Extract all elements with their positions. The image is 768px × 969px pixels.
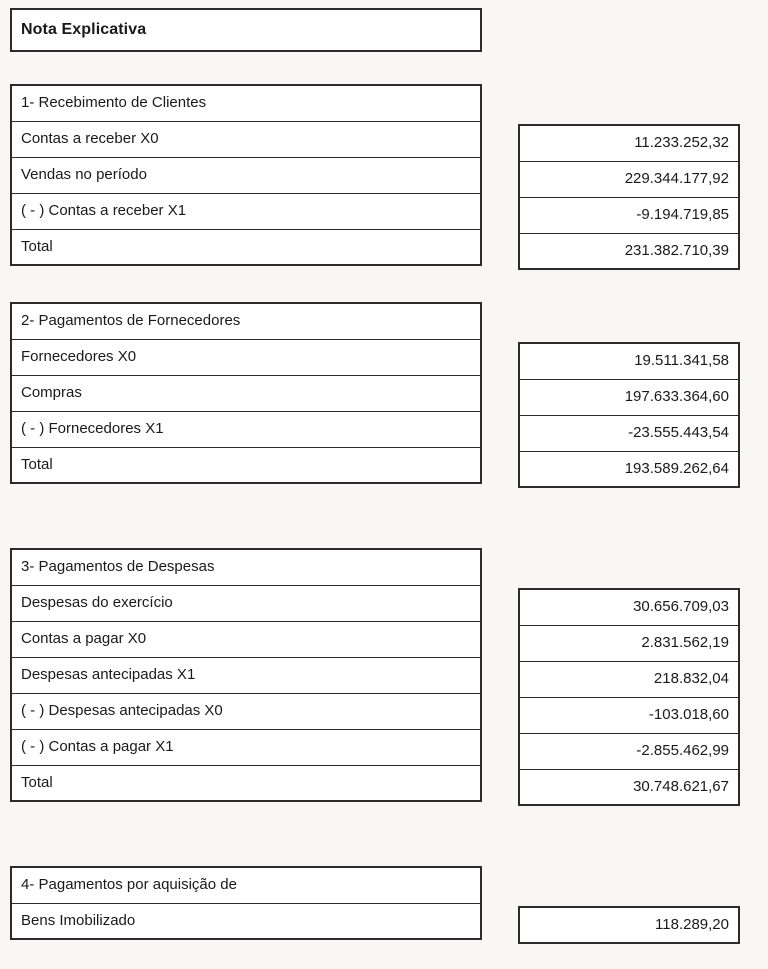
section-3-value-wrap [482, 548, 740, 806]
table-row [11, 157, 481, 193]
section-3-heading: 3- Pagamentos de Despesas [21, 558, 215, 576]
table-row [519, 125, 739, 161]
table-row [519, 661, 739, 697]
table-row [11, 729, 481, 765]
row-value: 30.656.709,03 [633, 598, 729, 616]
section-4 [10, 866, 740, 944]
section-1 [10, 84, 740, 270]
row-label: Compras [11, 375, 481, 411]
section-1-tables [10, 84, 740, 270]
row-label: Despesas antecipadas X1 [11, 657, 481, 693]
row-value: 231.382.710,39 [519, 233, 739, 269]
row-value: 218.832,04 [519, 661, 739, 697]
table-row [11, 765, 481, 801]
section-2 [10, 302, 740, 488]
table-row [11, 375, 481, 411]
table-row [11, 229, 481, 265]
table-row [11, 121, 481, 157]
row-label: Total [11, 765, 481, 801]
row-value: -23.555.443,54 [519, 415, 739, 451]
row-label: Contas a pagar X0 [11, 621, 481, 657]
table-row [11, 657, 481, 693]
row-value: 229.344.177,92 [519, 161, 739, 197]
table-row [519, 625, 739, 661]
table-row [11, 903, 481, 939]
value-column-offset-spacer [482, 548, 740, 588]
row-label: Despesas do exercício [11, 585, 481, 621]
row-label: Total [11, 447, 481, 483]
row-label: Bens Imobilizado [11, 903, 481, 939]
section-2-value-wrap [482, 302, 740, 488]
table-row [519, 697, 739, 733]
section-3-tables [10, 548, 740, 806]
table-row [11, 447, 481, 483]
section-2-heading: 2- Pagamentos de Fornecedores [21, 312, 241, 330]
row-value: -9.194.719,85 [519, 197, 739, 233]
table-row [519, 415, 739, 451]
section-1-label-table [10, 84, 482, 266]
section-4-heading-row [11, 867, 481, 903]
row-value: 30.748.621,67 [519, 769, 739, 805]
row-label: ( - ) Fornecedores X1 [11, 411, 481, 447]
row-label: Total [11, 229, 481, 265]
table-row [11, 621, 481, 657]
section-4-value-table [518, 906, 740, 944]
row-value: 197.633.364,60 [519, 379, 739, 415]
row-value: 11.233.252,32 [634, 134, 729, 152]
table-row [519, 161, 739, 197]
row-value: 2.831.562,19 [519, 625, 739, 661]
table-row [11, 693, 481, 729]
section-2-heading-row [11, 303, 481, 339]
section-2-label-table [10, 302, 482, 484]
row-value: 19.511.341,58 [634, 352, 729, 370]
section-4-tables [10, 866, 740, 944]
value-column-offset-spacer [482, 84, 740, 124]
document-title-box [10, 8, 482, 52]
row-value: -2.855.462,99 [519, 733, 739, 769]
spacer-section-2-to-3 [10, 488, 768, 548]
row-label: Contas a receber X0 [11, 121, 481, 157]
table-row [519, 769, 739, 805]
table-row [519, 733, 739, 769]
section-1-value-table [518, 124, 740, 270]
section-1-heading: 1- Recebimento de Clientes [21, 94, 207, 112]
section-3-value-table [518, 588, 740, 806]
value-column-offset-spacer [482, 866, 740, 906]
section-4-label-table [10, 866, 482, 940]
section-2-value-table [518, 342, 740, 488]
spacer-section-3-to-4 [10, 806, 768, 866]
row-label: ( - ) Despesas antecipadas X0 [11, 693, 481, 729]
page-title: Nota Explicativa [21, 21, 147, 38]
section-3 [10, 548, 740, 806]
table-row [11, 193, 481, 229]
table-row [519, 233, 739, 269]
table-row [519, 197, 739, 233]
row-label: ( - ) Contas a receber X1 [11, 193, 481, 229]
section-1-heading-row [11, 85, 481, 121]
section-3-label-table [10, 548, 482, 802]
row-value: 118.289,20 [655, 916, 729, 933]
spacer-section-1-to-2 [10, 270, 768, 302]
spacer-title-to-section-1 [10, 52, 768, 84]
row-label: Vendas no período [11, 157, 481, 193]
table-row [519, 343, 739, 379]
section-1-value-wrap [482, 84, 740, 270]
section-4-heading: 4- Pagamentos por aquisição de [21, 876, 237, 894]
section-2-tables [10, 302, 740, 488]
table-row [519, 907, 739, 943]
row-label: Fornecedores X0 [11, 339, 481, 375]
section-3-heading-row [11, 549, 481, 585]
row-value: 193.589.262,64 [519, 451, 739, 487]
table-row [11, 339, 481, 375]
table-row [519, 589, 739, 625]
row-value: -103.018,60 [519, 697, 739, 733]
table-row [11, 411, 481, 447]
section-4-value-wrap [482, 866, 740, 944]
value-column-offset-spacer [482, 302, 740, 342]
table-row [11, 585, 481, 621]
row-label: ( - ) Contas a pagar X1 [11, 729, 481, 765]
table-row [519, 379, 739, 415]
table-row [519, 451, 739, 487]
